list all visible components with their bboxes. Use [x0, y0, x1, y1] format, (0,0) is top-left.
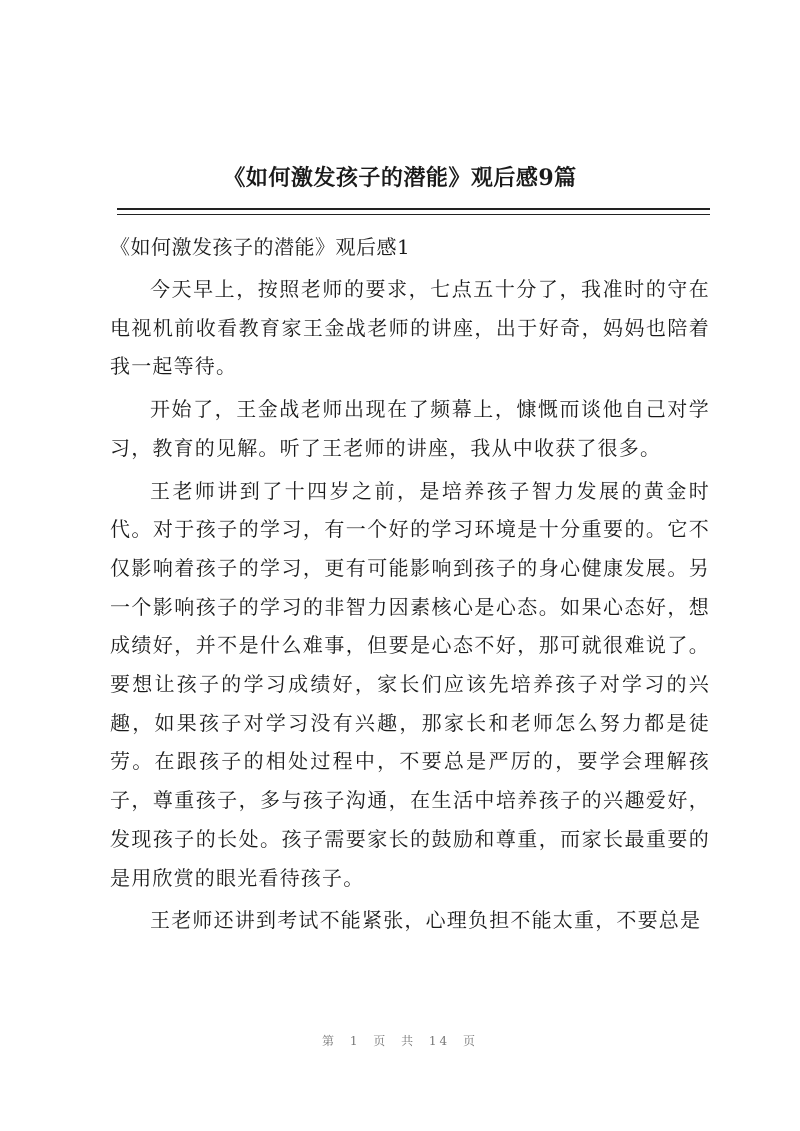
document-body: [110, 228, 710, 944]
paragraph-4: 王老师还讲到考试不能紧张，心理负担不能太重，不要总是: [150, 908, 702, 933]
page-footer: 第 1 页 共 14 页: [322, 1034, 478, 1048]
title-rule-thick: [117, 208, 710, 210]
section-heading: 《如何激发孩子的潜能》观后感1: [110, 235, 411, 259]
paragraph-2: 开始了，王金战老师出现在了频幕上，慷慨而谈他自己对学习，教育的见解。听了王老师的讲座，我从中收获了很多。: [110, 397, 710, 460]
document-title: 《如何激发孩子的潜能》观后感9篇: [223, 165, 577, 191]
title-rule-thin: [117, 214, 710, 215]
paragraph-3: 王老师讲到了十四岁之前，是培养孩子智力发展的黄金时代。对于孩子的学习，有一个好的学习环境是十分重要的。它不仅影响着孩子的学习，更有可能影响到孩子的身心健康发展。另一个影响孩子的学习的非智力因素核心是心态。如果心态好，想成绩好，并不是什么难事，但要是心态不好，那可就很难说了。要想让孩子的学习成绩好，家长们应该先培养孩子对学习的兴趣，如果孩子对学习没有兴趣，那家长和老师怎么努力都是徒劳。在跟孩子的相处过程中，不要总是严厉的，要学会理解孩子，尊重孩子，多与孩子沟通，在生活中培养孩子的兴趣爱好，发现孩子的长处。孩子需要家长的鼓励和尊重，而家长最重要的是用欣赏的眼光看待孩子。: [110, 478, 710, 890]
paragraph-1: 今天早上，按照老师的要求，七点五十分了，我准时的守在电视机前收看教育家王金战老师的讲座，出于好奇，妈妈也陪着我一起等待。: [110, 277, 710, 379]
